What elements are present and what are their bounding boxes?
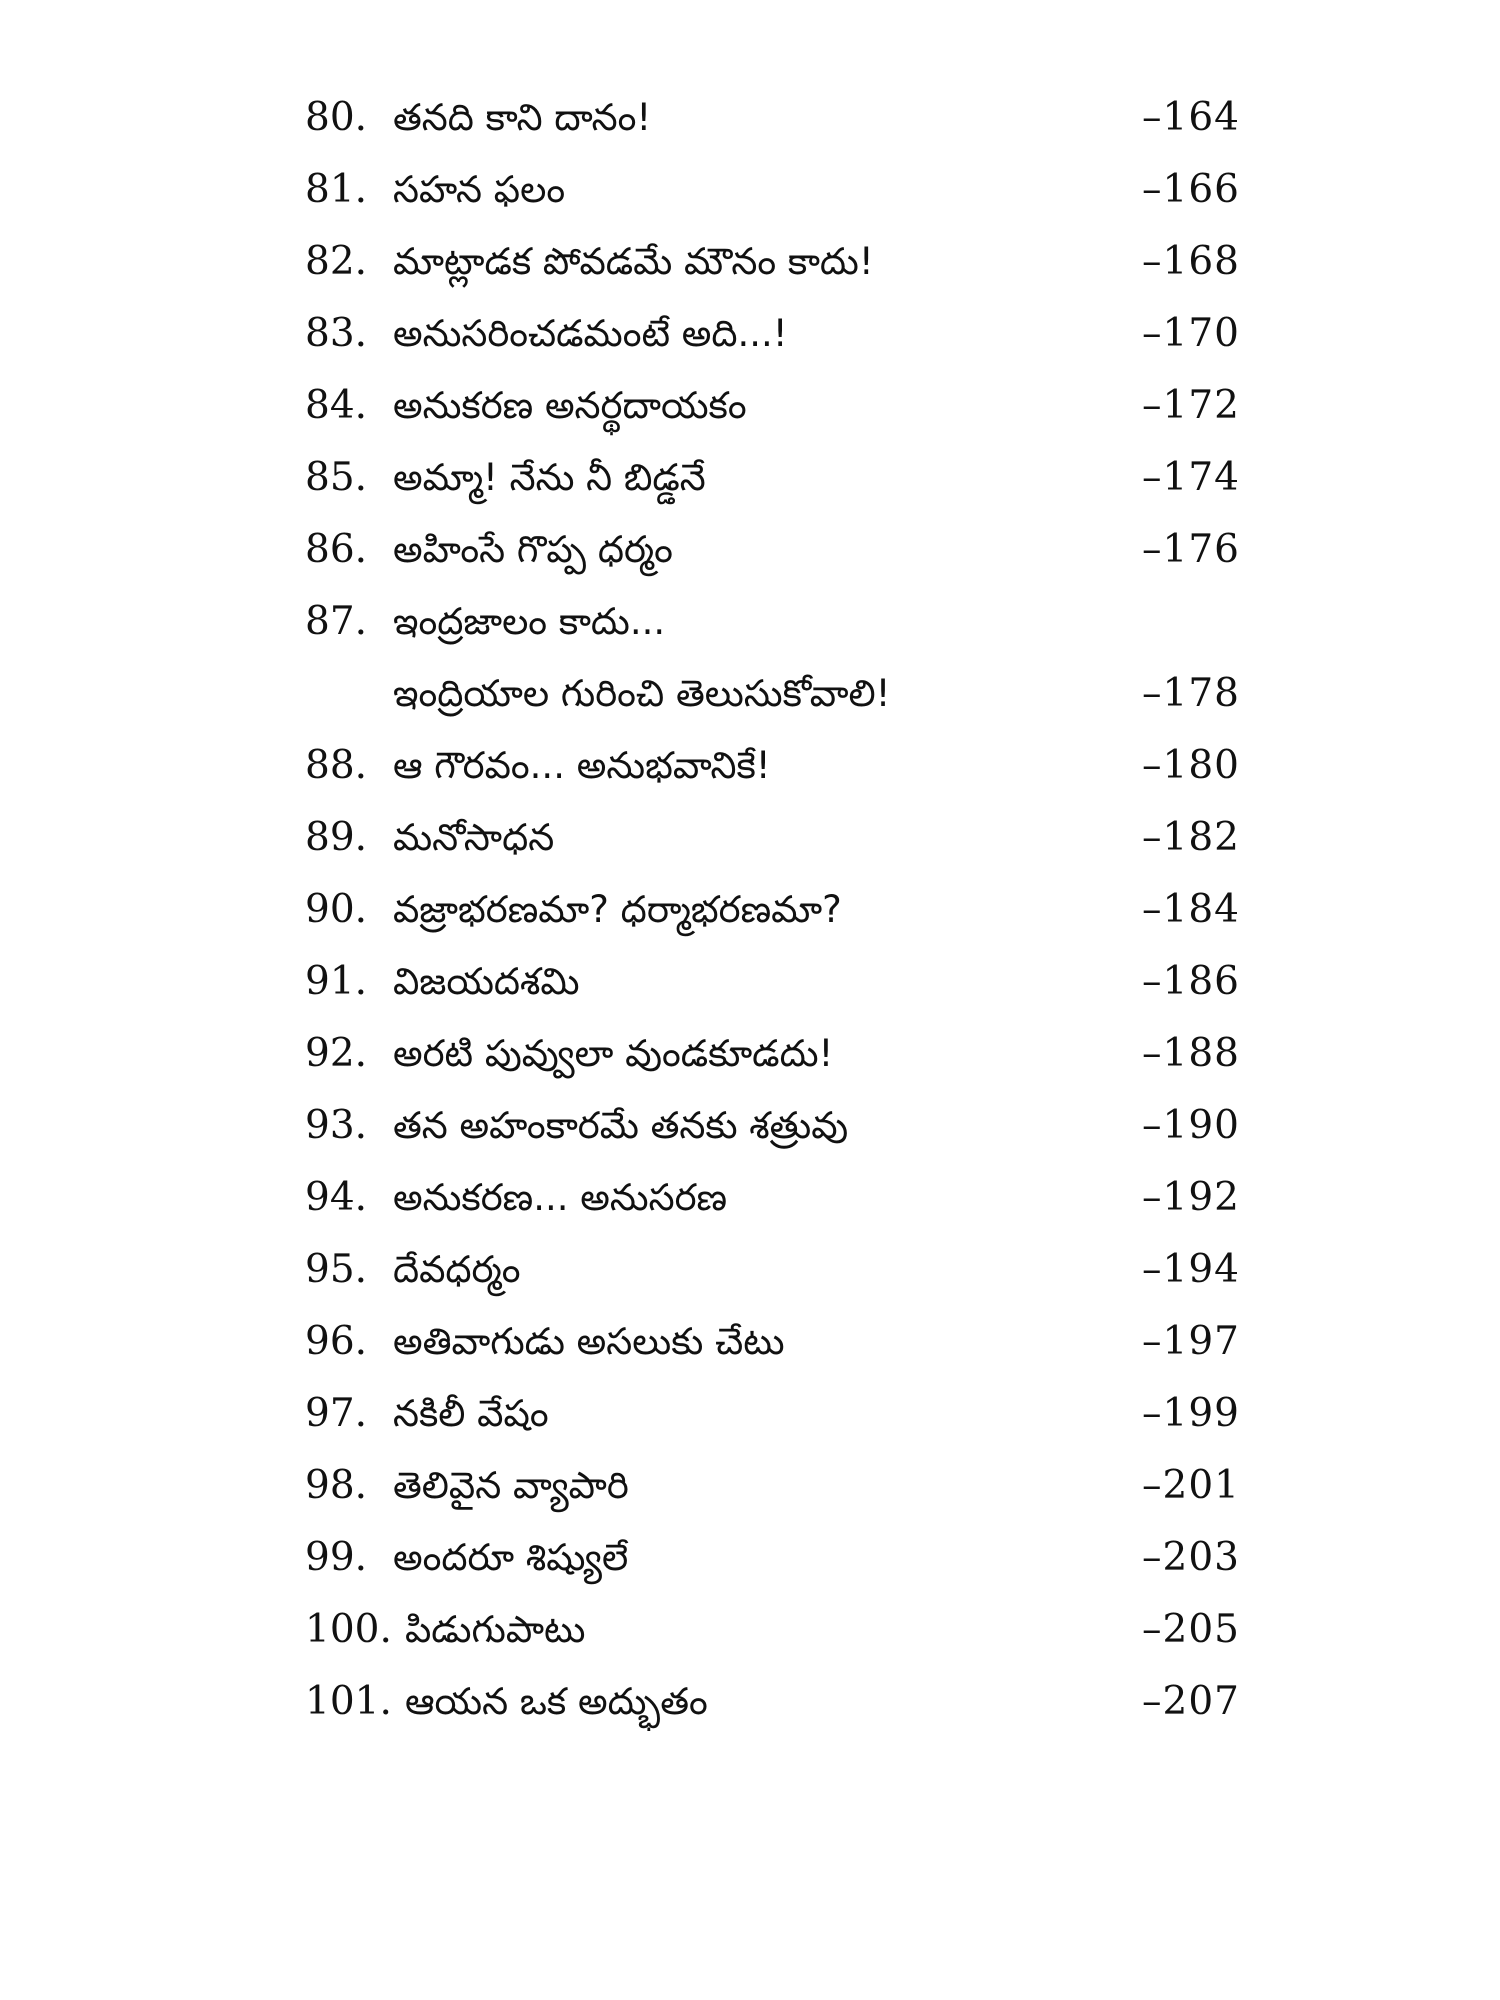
entry-title: తెలివైన వ్యాపారి bbox=[393, 1464, 629, 1507]
table-of-contents bbox=[305, 82, 1240, 1738]
entry-page: –176 bbox=[1142, 527, 1240, 572]
toc-entry bbox=[305, 298, 1240, 370]
entry-number: 86. bbox=[305, 527, 368, 572]
toc-entry bbox=[305, 1666, 1240, 1738]
entry-page: –172 bbox=[1142, 383, 1240, 428]
entry-title: ఇంద్రజాలం కాదు... bbox=[393, 600, 666, 643]
entry-number: 87. bbox=[305, 599, 368, 644]
toc-entry bbox=[305, 1018, 1240, 1090]
entry-title: విజయదశమి bbox=[393, 960, 580, 1003]
entry-page: –168 bbox=[1142, 239, 1240, 284]
entry-page: –197 bbox=[1142, 1319, 1240, 1364]
toc-entry bbox=[305, 442, 1240, 514]
entry-title: మాట్లాడక పోవడమే మౌనం కాదు! bbox=[393, 240, 874, 283]
entry-page: –190 bbox=[1142, 1103, 1240, 1148]
entry-number: 96. bbox=[305, 1319, 368, 1364]
entry-number: 89. bbox=[305, 815, 368, 860]
entry-number: 97. bbox=[305, 1391, 368, 1436]
toc-entry bbox=[305, 802, 1240, 874]
entry-number: 95. bbox=[305, 1247, 368, 1292]
entry-number: 92. bbox=[305, 1031, 368, 1076]
entry-page: –192 bbox=[1142, 1175, 1240, 1220]
entry-title: అరటి పువ్వులా వుండకూడదు! bbox=[393, 1032, 834, 1075]
entry-number: 91. bbox=[305, 959, 368, 1004]
entry-title: వజ్రాభరణమా? ధర్మాభరణమా? bbox=[393, 888, 842, 931]
entry-page: –186 bbox=[1142, 959, 1240, 1004]
entry-page: –166 bbox=[1142, 167, 1240, 212]
entry-number: 93. bbox=[305, 1103, 368, 1148]
entry-number: 90. bbox=[305, 887, 368, 932]
entry-page: –201 bbox=[1142, 1463, 1240, 1508]
toc-entry bbox=[305, 1234, 1240, 1306]
toc-entry bbox=[305, 226, 1240, 298]
toc-entry bbox=[305, 874, 1240, 946]
toc-entry bbox=[305, 1450, 1240, 1522]
entry-page: –205 bbox=[1142, 1607, 1240, 1652]
entry-number: 85. bbox=[305, 455, 368, 500]
entry-number: 101. bbox=[305, 1679, 392, 1724]
toc-entry bbox=[305, 1522, 1240, 1594]
toc-entry bbox=[305, 82, 1240, 154]
entry-number: 94. bbox=[305, 1175, 368, 1220]
toc-entry-continuation bbox=[305, 658, 1240, 730]
toc-entry bbox=[305, 1162, 1240, 1234]
entry-page: –178 bbox=[1142, 671, 1240, 716]
entry-number: 84. bbox=[305, 383, 368, 428]
entry-title: నకిలీ వేషం bbox=[393, 1392, 549, 1435]
entry-title: తన అహంకారమే తనకు శత్రువు bbox=[393, 1104, 849, 1147]
entry-title: మనోసాధన bbox=[393, 816, 555, 859]
toc-entry bbox=[305, 1594, 1240, 1666]
toc-entry bbox=[305, 1090, 1240, 1162]
entry-number: 88. bbox=[305, 743, 368, 788]
entry-page: –184 bbox=[1142, 887, 1240, 932]
toc-entry bbox=[305, 514, 1240, 586]
entry-page: –180 bbox=[1142, 743, 1240, 788]
entry-page: –199 bbox=[1142, 1391, 1240, 1436]
entry-page: –164 bbox=[1142, 95, 1240, 140]
entry-page: –174 bbox=[1142, 455, 1240, 500]
entry-number: 80. bbox=[305, 95, 368, 140]
entry-title: అహింసే గొప్ప ధర్మం bbox=[393, 528, 673, 571]
entry-page: –203 bbox=[1142, 1535, 1240, 1580]
entry-page: –194 bbox=[1142, 1247, 1240, 1292]
entry-title: ఆ గౌరవం... అనుభవానికే! bbox=[393, 744, 771, 787]
entry-title: తనది కాని దానం! bbox=[393, 96, 652, 139]
entry-title: ఇంద్రియాల గురించి తెలుసుకోవాలి! bbox=[393, 672, 891, 715]
entry-title: అనుసరించడమంటే అది...! bbox=[393, 312, 788, 355]
toc-entry bbox=[305, 586, 1240, 658]
entry-title: అనుకరణ అనర్థదాయకం bbox=[393, 384, 747, 427]
entry-number: 98. bbox=[305, 1463, 368, 1508]
entry-page: –170 bbox=[1142, 311, 1240, 356]
entry-title: సహన ఫలం bbox=[393, 168, 566, 211]
entry-title: దేవధర్మం bbox=[393, 1248, 521, 1291]
toc-entry bbox=[305, 730, 1240, 802]
entry-page: –188 bbox=[1142, 1031, 1240, 1076]
toc-entry bbox=[305, 946, 1240, 1018]
entry-number: 83. bbox=[305, 311, 368, 356]
entry-number: 81. bbox=[305, 167, 368, 212]
toc-entry bbox=[305, 1306, 1240, 1378]
entry-title: అనుకరణ... అనుసరణ bbox=[393, 1176, 728, 1219]
entry-number: 82. bbox=[305, 239, 368, 284]
entry-title: అతివాగుడు అసలుకు చేటు bbox=[393, 1320, 785, 1363]
entry-title: పిడుగుపాటు bbox=[405, 1608, 586, 1651]
entry-title: అందరూ శిష్యులే bbox=[393, 1536, 629, 1579]
toc-entry bbox=[305, 1378, 1240, 1450]
entry-number: 99. bbox=[305, 1535, 368, 1580]
entry-page: –182 bbox=[1142, 815, 1240, 860]
toc-entry bbox=[305, 370, 1240, 442]
entry-title: ఆయన ఒక అద్భుతం bbox=[405, 1680, 708, 1723]
entry-number: 100. bbox=[305, 1607, 392, 1652]
entry-page: –207 bbox=[1142, 1679, 1240, 1724]
entry-title: అమ్మా! నేను నీ బిడ్డనే bbox=[393, 456, 706, 499]
toc-entry bbox=[305, 154, 1240, 226]
